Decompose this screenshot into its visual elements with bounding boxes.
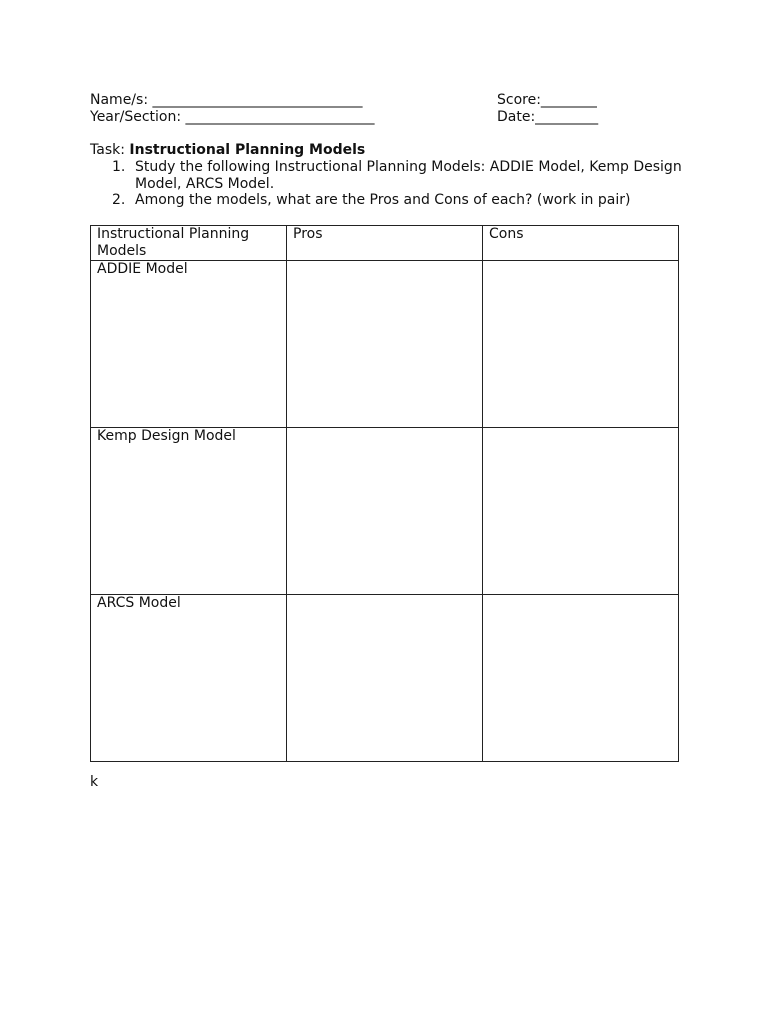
- header-cell-models: Instructional Planning Models: [91, 226, 287, 261]
- instruction-text: Among the models, what are the Pros and Cons of each? (work in pair): [135, 192, 631, 208]
- pros-cell[interactable]: [287, 261, 483, 428]
- name-score-row: [90, 92, 690, 109]
- year-section-line: Year/Section: ___________________________: [90, 109, 375, 125]
- cons-cell[interactable]: [483, 428, 679, 595]
- instruction-item: [90, 192, 690, 209]
- pros-cell[interactable]: [287, 428, 483, 595]
- date-line: Date:_________: [497, 109, 599, 125]
- cons-cell[interactable]: [483, 595, 679, 762]
- instruction-text: Study the following Instructional Planning Models: ADDIE Model, Kemp Design Model, ARCS Model.: [135, 159, 682, 192]
- cons-cell[interactable]: [483, 261, 679, 428]
- table-row: [91, 261, 679, 428]
- header-cell-pros: Pros: [287, 226, 483, 261]
- trailing-text: k: [90, 774, 99, 790]
- model-name-cell: ADDIE Model: [91, 261, 287, 428]
- model-name-cell: ARCS Model: [91, 595, 287, 762]
- instruction-number: 1.: [112, 159, 126, 175]
- table-row: [91, 595, 679, 762]
- name-line: Name/s: ______________________________: [90, 92, 363, 108]
- pros-cell[interactable]: [287, 595, 483, 762]
- task-title: Instructional Planning Models: [129, 142, 366, 158]
- year-date-row: [90, 109, 690, 126]
- score-line: Score:________: [497, 92, 597, 108]
- task-heading: [90, 142, 365, 159]
- table-header-row: [91, 226, 679, 261]
- task-instructions-list: [90, 159, 690, 209]
- table-row: [91, 428, 679, 595]
- instruction-item: [90, 159, 690, 192]
- models-comparison-table: [90, 225, 679, 762]
- header-cell-cons: Cons: [483, 226, 679, 261]
- task-label: Task:: [90, 142, 130, 158]
- model-name-cell: Kemp Design Model: [91, 428, 287, 595]
- instruction-number: 2.: [112, 192, 126, 208]
